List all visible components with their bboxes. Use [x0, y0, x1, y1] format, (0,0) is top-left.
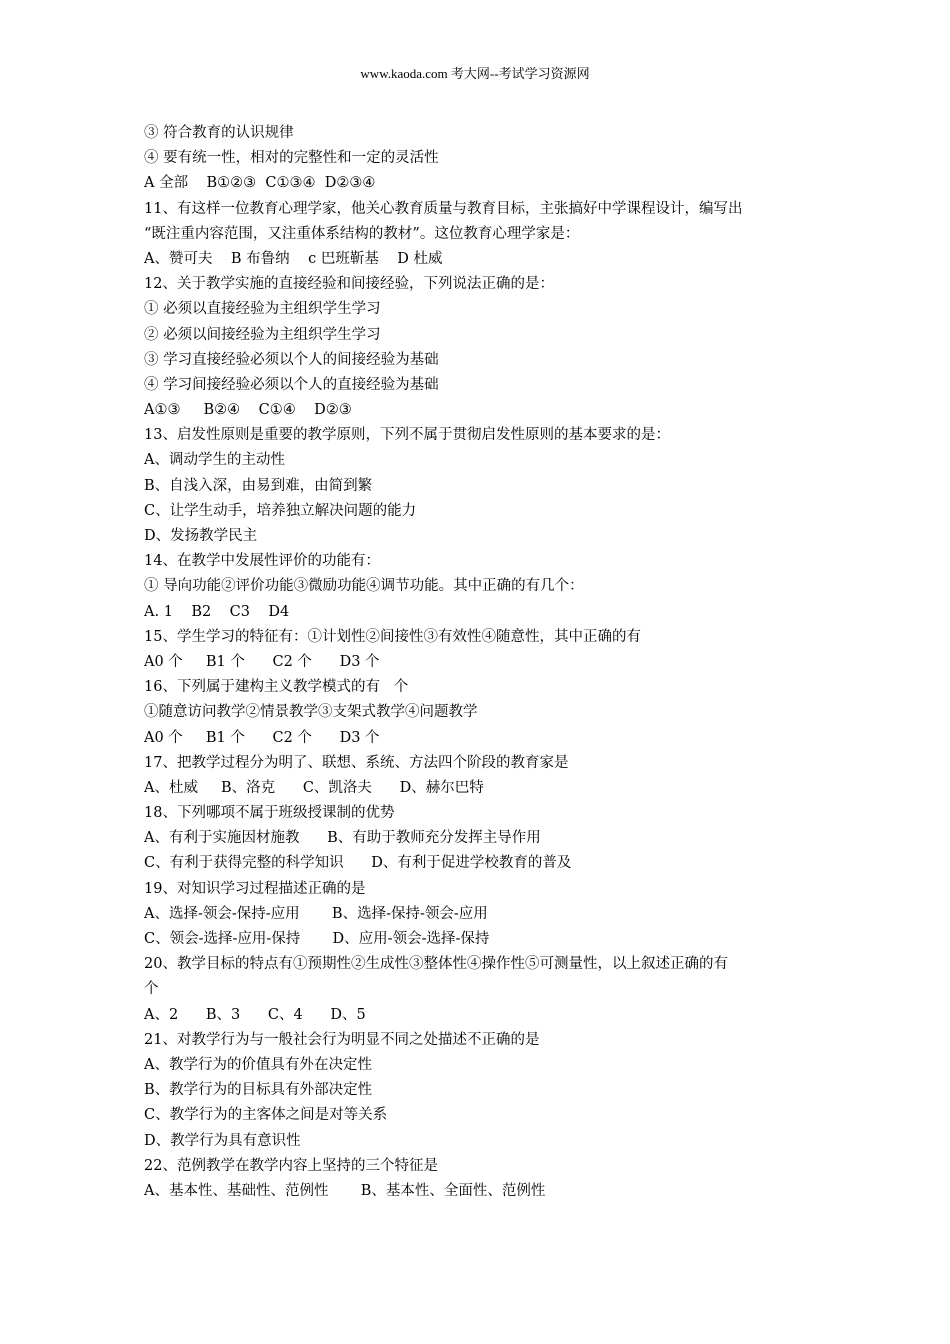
text-line: 22、范例教学在教学内容上坚持的三个特征是 — [144, 1157, 438, 1174]
text-line: 19、对知识学习过程描述正确的是 — [144, 880, 366, 897]
text-line: 12、关于教学实施的直接经验和间接经验，下列说法正确的是： — [144, 276, 554, 293]
text-line: B、教学行为的目标具有外部决定性 — [144, 1082, 373, 1099]
text-line: ① 必须以直接经验为主组织学生学习 — [144, 301, 381, 318]
text-line: 17、把教学过程分为明了、联想、系统、方法四个阶段的教育家是 — [144, 754, 569, 771]
text-line: A、有利于实施因材施教 B、有助于教师充分发挥主导作用 — [144, 830, 541, 847]
page-header: www.kaoda.com 考大网--考试学习资源网 — [360, 66, 590, 81]
text-line: A0 个 B1 个 C2 个 D3 个 — [144, 653, 380, 670]
text-line: A①③ B②④ C①④ D②③ — [144, 402, 352, 419]
text-line: ④ 要有统一性，相对的完整性和一定的灵活性 — [144, 150, 439, 167]
text-line: A、选择-领会-保持-应用 B、选择-保持-领会-应用 — [144, 905, 488, 922]
text-line: C、有利于获得完整的科学知识 D、有利于促进学校教育的普及 — [144, 855, 572, 872]
text-line: A、2 B、3 C、4 D、5 — [144, 1006, 366, 1023]
text-line: D、教学行为具有意识性 — [144, 1132, 301, 1149]
text-line: A0 个 B1 个 C2 个 D3 个 — [144, 729, 380, 746]
text-line: 个 — [144, 981, 159, 998]
text-line: B、自浅入深，由易到难，由简到繁 — [144, 477, 373, 494]
text-line: A、杜威 B、洛克 C、凯洛夫 D、赫尔巴特 — [144, 779, 484, 796]
text-line: 20、教学目标的特点有①预期性②生成性③整体性④操作性⑤可测量性，以上叙述正确的有 — [144, 956, 728, 973]
text-line: 18、下列哪项不属于班级授课制的优势 — [144, 805, 395, 822]
text-line: A 全部 B①②③ C①③④ D②③④ — [144, 175, 376, 192]
text-line: C、领会-选择-应用-保持 D、应用-领会-选择-保持 — [144, 931, 490, 947]
text-line: D、发扬教学民主 — [144, 528, 258, 544]
text-line: C、让学生动手，培养独立解决问题的能力 — [144, 502, 417, 519]
text-line: A、教学行为的价值具有外在决定性 — [144, 1056, 372, 1073]
text-line: A、调动学生的主动性 — [144, 452, 285, 469]
text-line: 16、下列属于建构主义教学模式的有 个 — [144, 679, 409, 696]
text-line: ② 必须以间接经验为主组织学生学习 — [144, 326, 381, 343]
text-line: 21、对教学行为与一般社会行为明显不同之处描述不正确的是 — [144, 1031, 540, 1048]
text-line: ④ 学习间接经验必须以个人的直接经验为基础 — [144, 376, 439, 393]
text-line: 15、学生学习的特征有：①计划性②间接性③有效性④随意性，其中正确的有 — [144, 628, 641, 645]
text-line: 11、有这样一位教育心理学家，他关心教育质量与教育目标，主张搞好中学课程设计，编写出 — [144, 200, 743, 217]
text-line: A、基本性、基础性、范例性 B、基本性、全面性、范例性 — [144, 1182, 546, 1199]
text-line: ① 导向功能②评价功能③微励功能④调节功能。其中正确的有几个： — [144, 578, 584, 595]
text-line: A、赞可夫 B 布鲁纳 c 巴班靳基 D 杜威 — [144, 250, 443, 267]
text-line: A. 1 B2 C3 D4 — [144, 603, 290, 620]
text-line: 13、启发性原则是重要的教学原则，下列不属于贯彻启发性原则的基本要求的是： — [144, 427, 670, 444]
text-line: C、教学行为的主客体之间是对等关系 — [144, 1107, 388, 1124]
document-body — [144, 121, 824, 1204]
text-line: “既注重内容范围，又注重体系结构的教材”。这位教育心理学家是： — [144, 225, 580, 242]
text-line: ③ 学习直接经验必须以个人的间接经验为基础 — [144, 351, 439, 368]
text-line: 14、在教学中发展性评价的功能有： — [144, 553, 380, 570]
text-line: ③ 符合教育的认识规律 — [144, 125, 294, 141]
text-line: ①随意访问教学②情景教学③支架式教学④问题教学 — [144, 704, 478, 721]
